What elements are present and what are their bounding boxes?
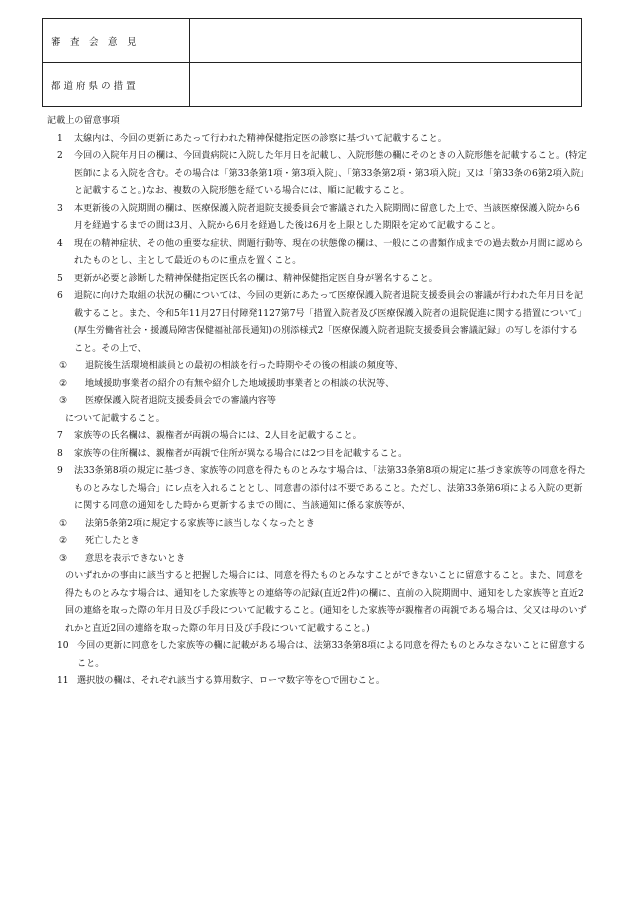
note-6-subitem-1 [47,358,587,376]
note-text: 法33条第8項の規定に基づき、家族等の同意を得たものとみなす場合は、「法第33条第8項の規定に基づき家族等の同意を得たものとみなした場合」にレ点を入れることとし、同意書の添付は不要であること。ただし、法第33条第6項による入院の更新に関する同意の通知をした時から更新するまでの間に、当該通知に係る家族等が、 [74,466,586,511]
table-row [43,63,582,107]
prefecture-action-field[interactable] [190,63,582,107]
note-item-6 [47,288,587,358]
note-number: 1 [57,133,63,144]
note-item-3 [47,201,587,236]
note-text: 今回の入院年月日の欄は、今回貴病院に入院した年月日を記載し、入院形態の欄にそのときの入院形態を記載すること。(特定医師による入院を含む。その場合は「第33条第1項・第3項入院」、「第33条第2項・第3項入院」又は「第33条の6第2項入院」と記載すること。)なお、複数の入院形態を経ている場合には、順に記載すること。 [74,151,587,196]
note-text: 更新が必要と診断した精神保健指定医氏名の欄は、精神保健指定医自身が署名すること。 [74,273,438,284]
circled-number-2: ② [59,378,68,389]
note-number: 4 [57,238,63,249]
circled-number-1: ① [59,361,68,371]
note-number: 6 [57,291,63,301]
subitem-text: 死亡したとき [85,536,140,546]
circled-number-2: ② [59,536,68,546]
note-6-tail: について記載すること。 [65,413,165,424]
note-text: 本更新後の入院期間の欄は、医療保護入院者退院支援委員会で審議された入院期間に留意した上で、当該医療保護入院から6月を経過するまでの間は3月、入院から6月を経過した後は6月を上限とした期限を定めて記載すること。 [74,203,580,231]
table-row [43,19,582,63]
note-9-subitem-1 [47,516,587,534]
notes-section [47,113,587,691]
note-number: 8 [57,448,63,459]
circled-number-3: ③ [59,553,68,564]
notes-heading: 記載上の留意事項 [47,116,120,126]
note-text: 選択肢の欄は、それぞれ該当する算用数字、ローマ数字等を○で囲むこと。 [77,676,386,686]
review-board-opinion-field[interactable] [190,19,582,63]
note-number: 9 [57,466,63,476]
note-6-subitem-3 [47,393,587,411]
note-item-10 [47,638,587,673]
note-item-9 [47,463,587,516]
note-text: 家族等の住所欄は、親権者が両親で住所が異なる場合には2つ目を記載すること。 [74,448,408,459]
subitem-text: 法第5条第2項に規定する家族等に該当しなくなったとき [85,518,315,529]
note-number: 5 [57,273,63,284]
note-number: 2 [57,151,63,161]
note-item-11 [47,673,587,691]
prefecture-action-label: 都 道 府 県 の 措 置 [43,63,190,107]
circled-number-1: ① [59,518,68,529]
review-board-opinion-label: 審 査 会 意 見 [43,19,190,63]
subitem-text: 意思を表示できないとき [85,553,186,564]
note-text: 太線内は、今回の更新にあたって行われた精神保健指定医の診察に基づいて記載すること。 [74,133,447,144]
circled-number-3: ③ [59,396,68,406]
note-item-8 [47,446,587,464]
note-item-4 [47,236,587,271]
note-text: 今回の更新に同意をした家族等の欄に記載がある場合は、法第33条第8項による同意を得たものとみなさないことに留意すること。 [77,641,586,669]
subitem-text: 医療保護入院者退院支援委員会での審議内容等 [85,396,276,406]
note-text: 現在の精神症状、その他の重要な症状、問題行動等、現在の状態像の欄は、一般にこの書類作成までの過去数か月間に認められたものとし、主として最近のものに重点を置くこと。 [74,238,584,266]
note-number: 3 [57,203,63,214]
note-item-2 [47,148,587,201]
note-9-subitem-3 [47,551,587,569]
subitem-text: 退院後生活環境相談員との最初の相談を行った時期やその後の相談の頻度等、 [85,361,404,371]
note-number: 11 [57,676,69,686]
note-item-5 [47,271,587,289]
note-9-subitem-2 [47,533,587,551]
committee-table [42,18,582,107]
subitem-text: 地域援助事業者の紹介の有無や紹介した地域援助事業者との相談の状況等、 [85,378,395,389]
note-number: 7 [57,431,63,441]
note-text: 家族等の氏名欄は、親権者が両親の場合には、2人目を記載すること。 [74,431,362,441]
note-text: 退院に向けた取組の状況の欄については、今回の更新にあたって医療保護入院者退院支援委員会の審議が行われた年月日を記載すること。また、令和5年11月27日付障発1127第7号「措置入院者及び医療保護入院者の退院促進に関する措置について」(厚生労働省社会・援護局障害保健福祉部長通知)の別添様式2「医療保護入院者退院支援委員会審議記録」の写しを添付すること。その上で、 [74,291,587,354]
note-item-1 [47,131,587,149]
note-number: 10 [57,641,69,651]
note-6-subitem-2 [47,376,587,394]
note-9-tail: のいずれかの事由に該当すると把握した場合には、同意を得たものとみなすことができないことに留意すること。また、同意を得たものとみなす場合は、通知をした家族等との連絡等の記録(直近2件)の欄に、直前の入院期間中、通知をした家族等と直近2回の連絡を取った際の年月日及び手段について記載すること。(通知をした家族等が親権者の両親である場合は、父又は母のいずれかと直近2回の連絡を取った際の年月日及び手段について記載すること。) [65,571,587,634]
note-item-7 [47,428,587,446]
